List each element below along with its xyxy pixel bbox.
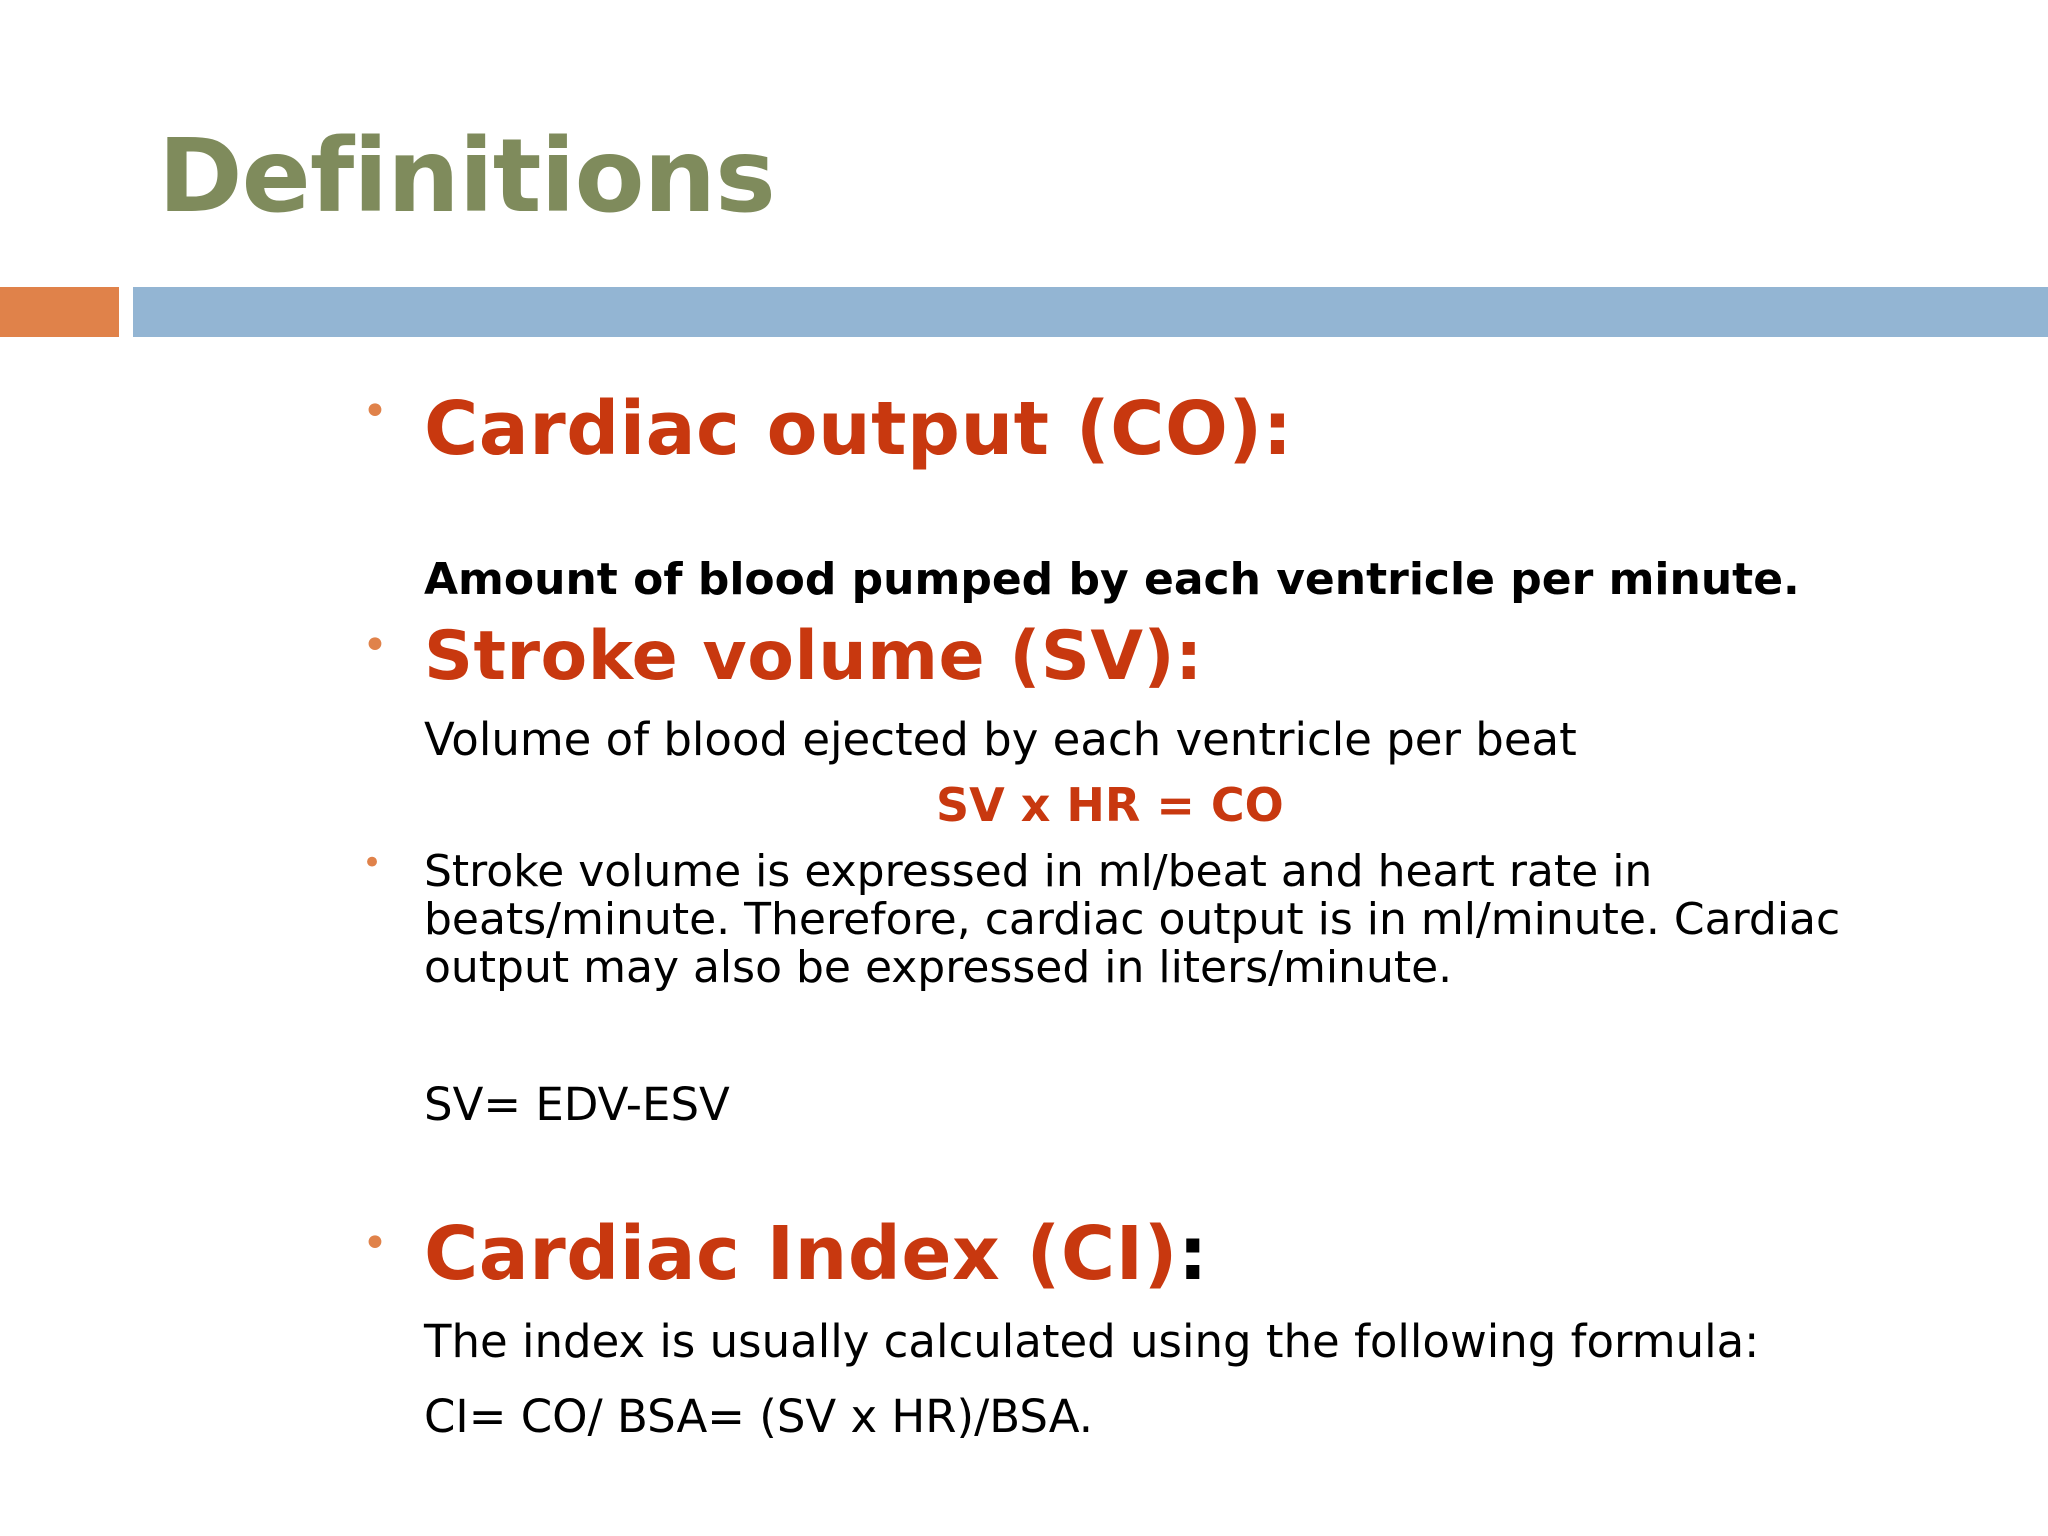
title-accent-bar-blue [133,287,2048,337]
slide-title: Definitions [158,117,775,236]
bullet-stroke-volume: • [362,620,388,671]
title-accent-bar-orange [0,287,119,337]
formula-sv-edv-esv: SV= EDV-ESV [424,1078,730,1131]
bullet-cardiac-index: • [362,1218,388,1269]
definition-cardiac-output: Amount of blood pumped by each ventricle per minute. [424,554,1800,605]
formula-sv-hr-co: SV x HR = CO [936,778,1284,832]
heading-cardiac-index [424,1208,1208,1300]
formula-cardiac-index: CI= CO/ BSA= (SV x HR)/BSA. [424,1390,1094,1443]
heading-cardiac-index-colon: : [1178,1211,1209,1297]
paragraph-units: Stroke volume is expressed in ml/beat and heart rate in beats/minute. Therefore, cardiac output is in ml/minute. Cardiac output may also be expressed in liters/minute. [424,846,1841,993]
definition-cardiac-index: The index is usually calculated using the following formula: [424,1315,1760,1368]
heading-cardiac-index-label: Cardiac Index (CI) [424,1211,1178,1297]
bullet-cardiac-output: • [362,386,388,437]
bullet-units: • [362,843,383,883]
definition-stroke-volume: Volume of blood ejected by each ventricle per beat [424,713,1577,766]
heading-stroke-volume: Stroke volume (SV): [424,617,1203,696]
heading-cardiac-output: Cardiac output (CO): [424,386,1293,472]
